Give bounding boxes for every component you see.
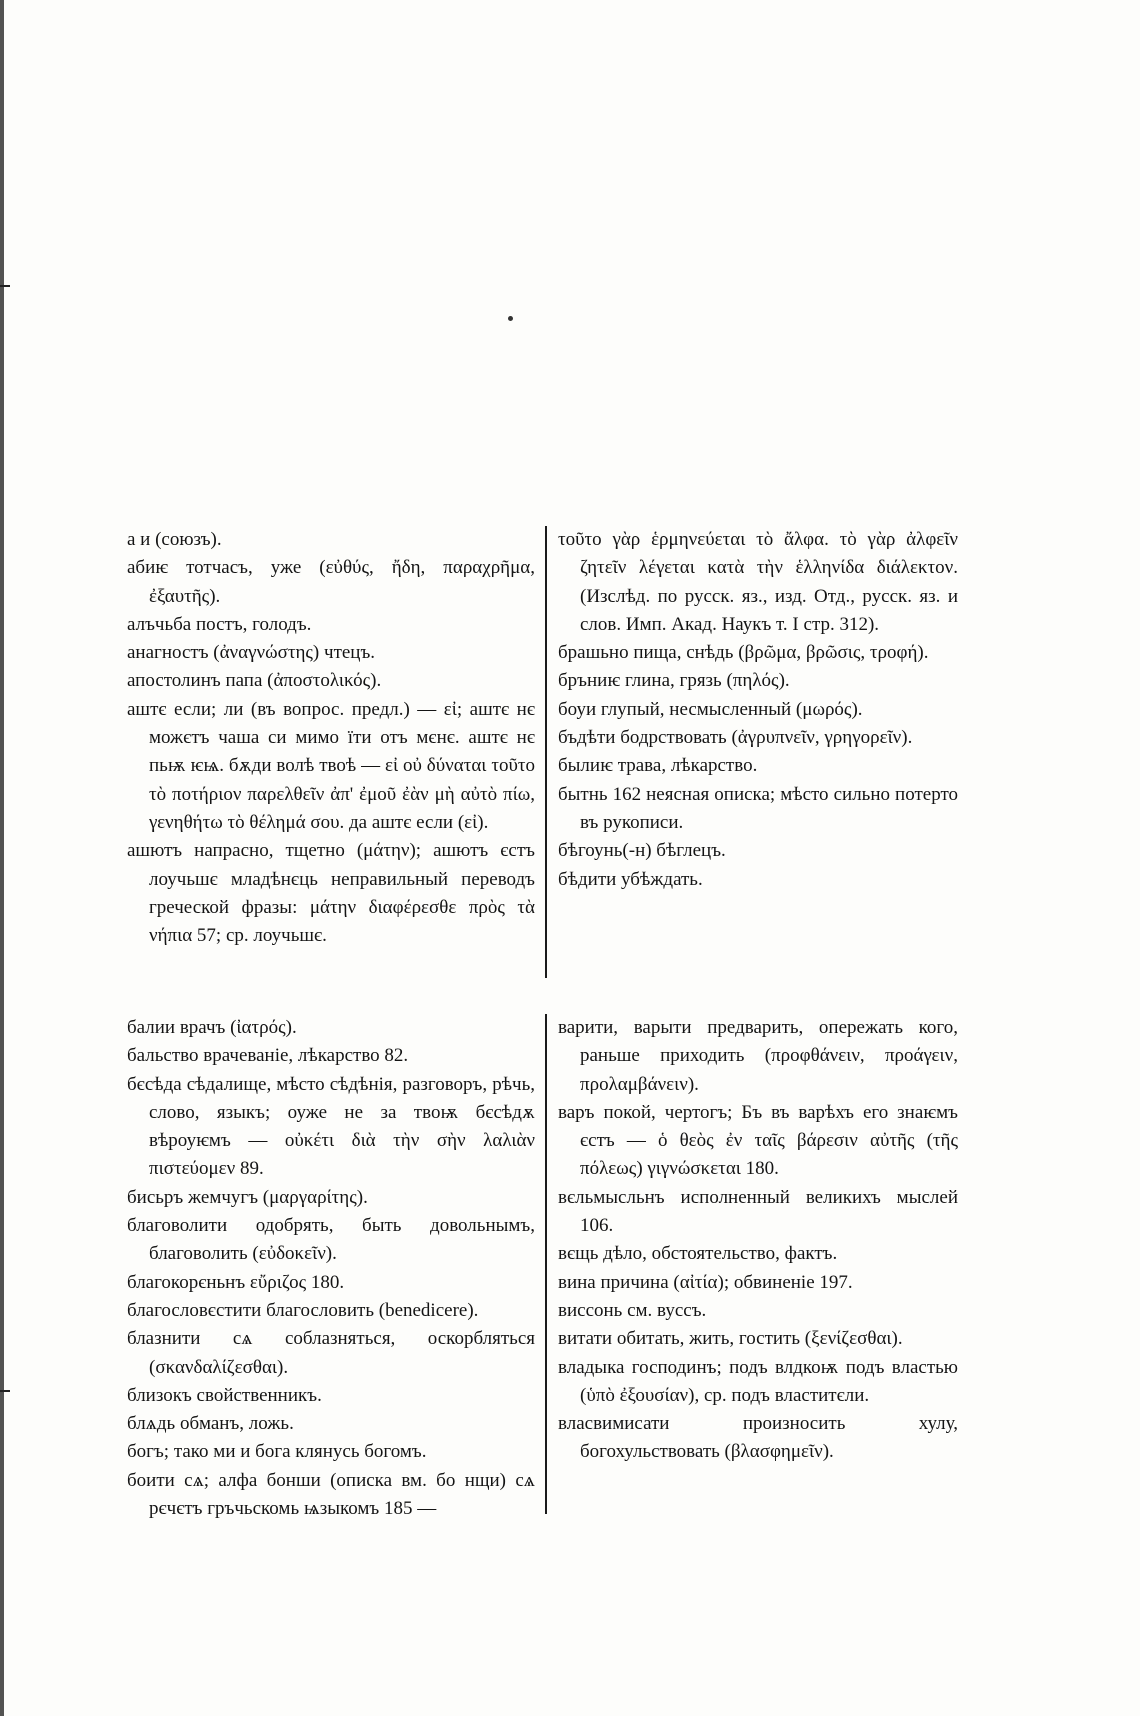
right-column-bottom: [558, 1014, 958, 1467]
dictionary-entry: бальство врачеваніе, лѣкарство 82.: [127, 1045, 409, 1067]
dictionary-entry: вина причина (αἰτία); обвиненіе 197.: [558, 1271, 853, 1293]
dictionary-entry: а и (союзъ).: [127, 529, 222, 550]
dictionary-entry: алъчьба постъ, голодъ.: [127, 613, 312, 635]
dictionary-entry: варити, варыти предварить, опережать кого, раньше приходить (προφθάνειν, προάγειν, προλαμβάνειν).: [558, 1017, 958, 1095]
dictionary-entry: близокъ свойственникъ.: [127, 1384, 322, 1406]
edge-mark: [0, 1390, 10, 1392]
page-edge-shadow: [0, 0, 4, 1716]
column-divider: [545, 1014, 547, 1514]
dictionary-entry: τοῦτο γὰρ ἑρμηνεύεται τὸ ἄλφα. τὸ γὰρ ἀλφεῖν ζητεῖν λέγεται κατὰ τὴν ἑλληνίδα διάλεκτον. (Изслѣд. по русск. яз., изд. Отд., русск. яз. и слов. Имп. Акад. Наукъ т. I стр. 312).: [558, 529, 958, 635]
dictionary-entry: благоволити одобрять, быть довольнымъ, благоволить (εὐδοκεῖν).: [127, 1215, 535, 1265]
dictionary-entry: блѧдь обманъ, ложь.: [127, 1413, 294, 1435]
dictionary-entry: абиѥ тотчасъ, уже (εὐθύς, ἤδη, παραχρῆμα, ἐξαυτῆς).: [127, 557, 535, 607]
dictionary-entry: благословєстити благословить (benedicere).: [127, 1299, 479, 1321]
left-column-bottom: [127, 1014, 535, 1523]
dictionary-entry: благокорєньнъ εὔριζος 180.: [127, 1271, 345, 1293]
dictionary-entry: витати обитать, жить, гостить (ξενίζεσθαι).: [558, 1328, 903, 1350]
dictionary-entry: боити сѧ; алфа бонши (описка вм. бо нщи) сѧ рєчєтъ гръчьскомь ѩзыкомъ 185 —: [127, 1469, 535, 1520]
right-column-top: [558, 526, 958, 894]
dictionary-entry: балии врачъ (ἰατρός).: [127, 1017, 297, 1038]
dictionary-entry: ашютъ напрасно, тщетно (μάτην); ашютъ єстъ лоучьшє младѣнєць неправильный переводъ греческой фразы: μάτην διαφέρεσθε πρὸς τὰ νήπια 57; ср. лоучьшє.: [127, 840, 535, 947]
dictionary-entry: виссонь см. вуссъ.: [558, 1299, 707, 1321]
dictionary-entry: бъдѣти бодрствовать (ἀγρυπνεῖν, γρηγορεῖν).: [558, 727, 913, 749]
dictionary-entry: бисьръ жемчугъ (μαργαρίτης).: [127, 1186, 368, 1208]
column-divider: [545, 526, 547, 978]
dictionary-entry: владыка господинъ; подъ влдкоѭ подъ властью (ὑπὸ ἐξουσίαν), ср. подъ властитєли.: [558, 1356, 958, 1406]
dictionary-entry: бѣдити убѣждать.: [558, 868, 703, 890]
dictionary-entry: бѣгоунь(-н) бѣглецъ.: [558, 840, 726, 862]
dictionary-entry: бытнь 162 неясная описка; мѣсто сильно потерто въ рукописи.: [558, 783, 958, 833]
speck: [508, 316, 513, 321]
dictionary-entry: бєсѣда сѣдалище, мѣсто сѣдѣнія, разговоръ, рѣчь, слово, языкъ; оуже не за твоѭ бєсѣдѫ вѣроуѥмъ — οὐκέτι διὰ τὴν σὴν λαλιὰν πιστεύομεν 89.: [127, 1073, 535, 1180]
dictionary-entry: богъ; тако ми и бога клянусь богомъ.: [127, 1441, 427, 1463]
dictionary-entry: вєльмысльнъ исполненный великихъ мыслей 106.: [558, 1186, 958, 1237]
dictionary-entry: былиѥ трава, лѣкарство.: [558, 755, 758, 777]
dictionary-entry: власвимисати произносить хулу, богохульствовать (βλασφημεῖν).: [558, 1413, 958, 1463]
edge-mark: [0, 285, 10, 287]
dictionary-entry: бръниѥ глина, грязь (πηλός).: [558, 670, 790, 692]
dictionary-entry: анагностъ (ἀναγνώστης) чтецъ.: [127, 642, 376, 664]
left-column-top: [127, 526, 535, 950]
dictionary-entry: варъ покой, чертогъ; Бъ въ варѣхъ его знаѥмъ єстъ — ὁ θεὸς ἐν ταῖς βάρεσιν αὐτῆς (τῆς πόλεως) γιγνώσκεται 180.: [558, 1101, 958, 1180]
dictionary-entry: апостолинъ папа (ἀποστολικός).: [127, 670, 382, 692]
dictionary-entry: брашьно пища, снѣдь (βρῶμα, βρῶσις, τροφή).: [558, 642, 929, 664]
dictionary-entry: блазнити сѧ соблазняться, оскорбляться (σκανδαλίζεσθαι).: [127, 1328, 535, 1378]
dictionary-entry: боуи глупый, несмысленный (μωρός).: [558, 698, 863, 720]
dictionary-entry: вєщь дѣло, обстоятельство, фактъ.: [558, 1243, 838, 1265]
dictionary-entry: аштє если; ли (въ вопрос. предл.) — εἰ; аштє нє можєтъ чаша си мимо їти отъ мєнє. аштє нє пьѭ ѥѩ. бѫди волѣ твоѣ — εἰ οὐ δύναται τοῦτο τὸ ποτήριον παρελθεῖν ἀπ' ἐμοῦ ἐὰν μὴ αὐτὸ πίω, γενηθήτω τὸ θέλημά σου. да аштє если (εἰ).: [127, 698, 535, 833]
